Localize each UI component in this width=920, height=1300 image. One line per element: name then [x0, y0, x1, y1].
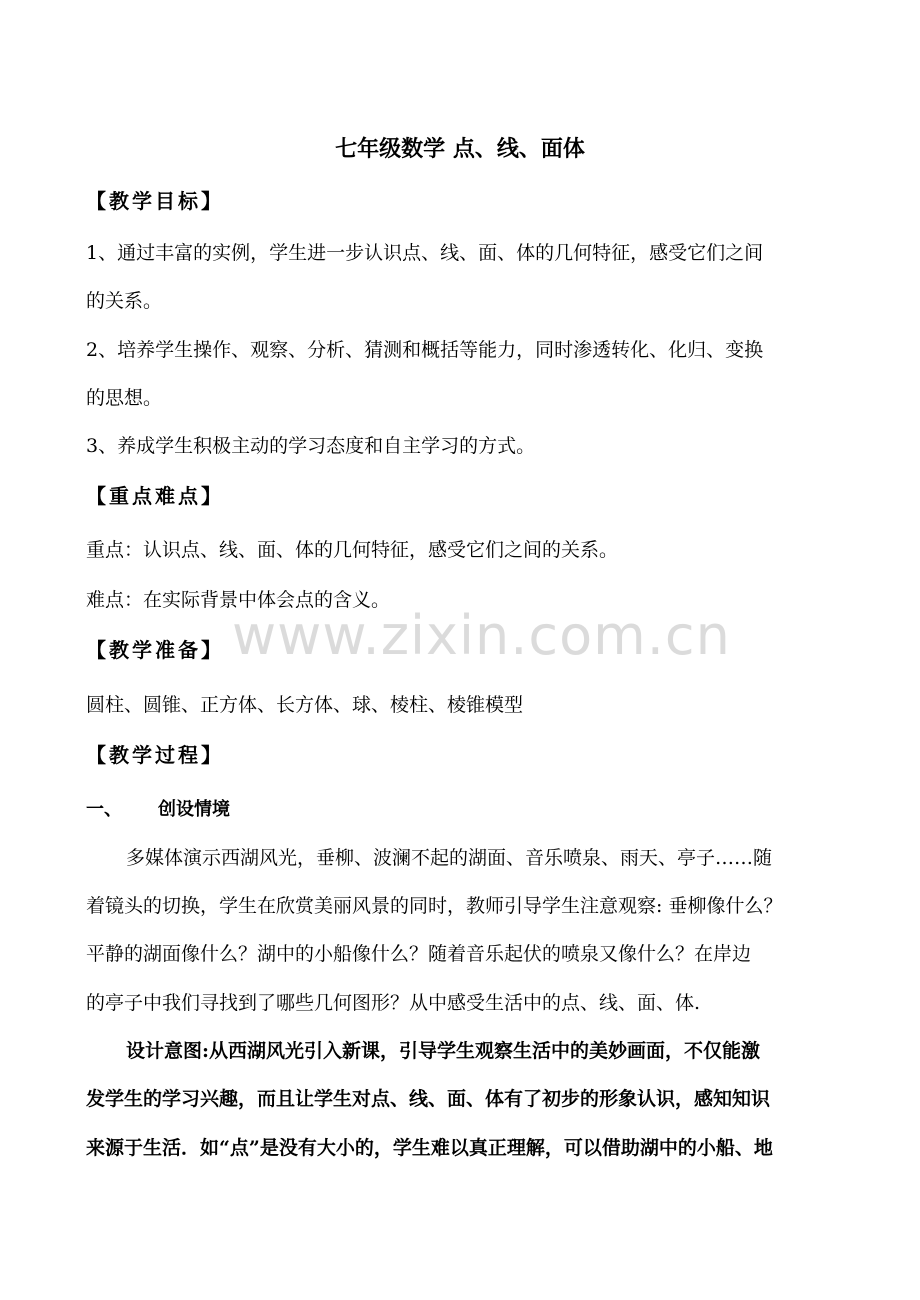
process-subheading	[86, 798, 230, 822]
process-body-line-4: 的亭子中我们寻找到了哪些几何图形？从中感受生活中的点、线、面、体.	[86, 992, 701, 1014]
key-point-line-2: 难点：在实际背景中体会点的含义。	[86, 589, 391, 611]
process-body-line-1: 多媒体演示西湖风光，垂柳、波澜不起的湖面、音乐喷泉、雨天、亭子……随	[126, 847, 773, 869]
design-intent-line-3: 来源于生活．如“点”是没有大小的，学生难以真正理解，可以借助湖中的小船、地	[86, 1137, 773, 1159]
objective-line-2: 的关系。	[86, 290, 163, 312]
watermark: www.zixin.com.cn	[232, 604, 731, 667]
objective-line-1: 1、通过丰富的实例，学生进一步认识点、线、面、体的几何特征，感受它们之间	[86, 242, 764, 264]
objective-line-4: 的思想。	[86, 387, 163, 409]
preparation-line-1: 圆柱、圆锥、正方体、长方体、球、棱柱、棱锥模型	[86, 694, 524, 716]
key-point-line-1: 重点：认识点、线、面、体的几何特征，感受它们之间的关系。	[86, 539, 619, 561]
process-body-line-2: 着镜头的切换，学生在欣赏美丽风景的同时，教师引导学生注意观察: 垂柳像什么？	[86, 895, 783, 917]
process-subheading-title: 创设情境	[158, 799, 230, 820]
process-body-line-3: 平静的湖面像什么？湖中的小船像什么？随着音乐起伏的喷泉又像什么？在岸边	[86, 943, 752, 965]
section-heading-process: 【教学过程】	[86, 743, 224, 767]
process-subheading-number: 一、	[86, 799, 122, 820]
page-title: 七年级数学 点、线、面体	[335, 137, 585, 162]
section-heading-key-points: 【重点难点】	[86, 484, 224, 508]
design-intent-line-2: 发学生的学习兴趣，而且让学生对点、线、面、体有了初步的形象认识，感知知识	[86, 1088, 771, 1110]
objective-line-3: 2、培养学生操作、观察、分析、猜测和概括等能力，同时渗透转化、化归、变换	[86, 339, 764, 361]
section-heading-preparation: 【教学准备】	[86, 638, 224, 662]
objective-line-5: 3、养成学生积极主动的学习态度和自主学习的方式。	[86, 435, 536, 457]
section-heading-objectives: 【教学目标】	[86, 189, 224, 213]
design-intent-line-1: 设计意图:从西湖风光引入新课，引导学生观察生活中的美妙画面，不仅能激	[126, 1040, 761, 1062]
